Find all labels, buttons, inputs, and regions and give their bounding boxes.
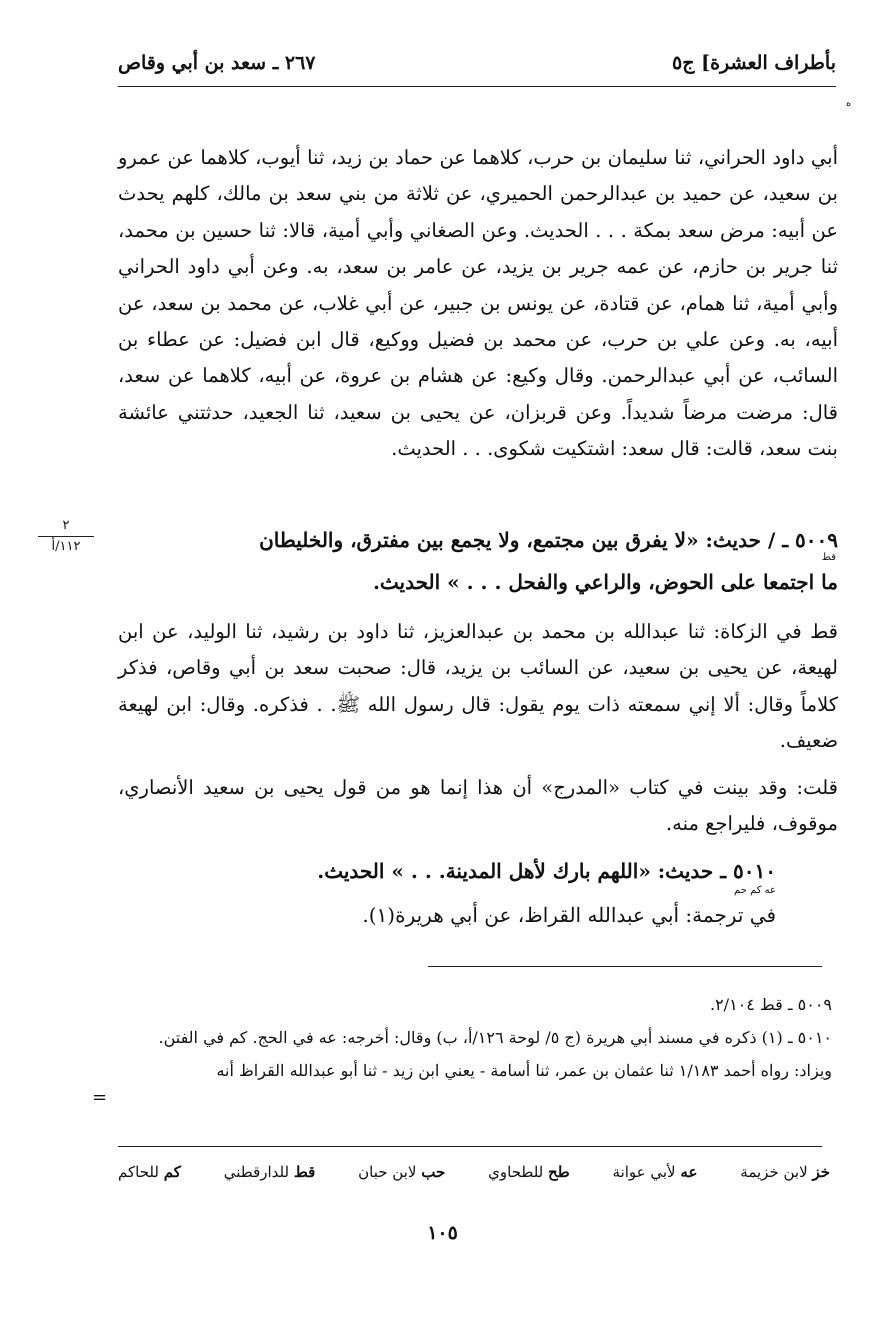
legend-item: كم للحاكم (118, 1163, 181, 1181)
footnote-5010: ٥٠١٠ ـ (١) ذكره في مسند أبي هريرة (ج ٥/ لوحة ١٢٦/أ، ب) وقال: أخرجه: عه في الحج. كم في الفتن. (158, 1028, 832, 1047)
margin-note-divider (38, 536, 94, 537)
legend-item: عه لأبي عوانة (612, 1163, 698, 1181)
corner-mark: ه (846, 98, 852, 109)
hadith-5009-title: ٥٠٠٩ ـ / حديث: «لا يفرق بين مجتمع، ولا يجمع بين مفترق، والخليطان (259, 528, 838, 552)
running-header (118, 52, 836, 87)
legend-item: حب لابن حبان (358, 1163, 446, 1181)
paragraph-text: أبي داود الحراني، ثنا سليمان بن حرب، كلاهما عن حماد بن زيد، ثنا أيوب، كلاهما عن عمرو بن سعيد، عن حميد بن عبدالرحمن الحميري، عن ثلاثة من بني سعد بن مالك، كلهم يحدث عن أبيه: مرض سعد بمكة . . . الحديث. وعن الصغاني وأبي أمية، قالا: ثنا حسين بن محمد، ثنا جرير بن حازم، عن عمه جرير بن يزيد، عن عامر بن سعد، به. وعن أبي داود الحراني وأبي أمية، ثنا همام، عن قتادة، عن يونس بن جبير، عن أبي غلاب، عن محمد بن سعد، عن أبيه، به. وعن علي بن حرب، عن محمد بن فضيل ووكيع، قال ابن فضيل: عن عطاء بن السائب، عن أبي عبدالرحمن. وقال وكيع: عن هشام بن عروة، عن أبيه، كلاهما عن سعد، قال: مرضت مرضاً شديداً. وعن قربزان، عن يحيى بن سعيد، ثنا الجعيد، حدثتني عائشة بنت سعد، قالت: قال سعد: اشتكيت شكوى. . . الحديث. (118, 146, 838, 461)
margin-note-bottom: ١١٢/أ (51, 539, 81, 554)
legend-item: طح للطحاوي (488, 1163, 570, 1181)
paragraph-text: قلت: وقد بينت في كتاب «المدرج» أن هذا إنما هو من قول يحيى بن سعيد الأنصاري، موقوف، فليراجع منه. (118, 776, 838, 836)
paragraph-isnad-continuation (118, 140, 838, 468)
abbreviation-legend (118, 1163, 830, 1181)
hadith-5009-title-cont: ما اجتمعا على الحوض، والراعي والفحل . . . » الحديث. (372, 570, 838, 594)
footnote-separator (428, 966, 822, 967)
continuation-mark: = (92, 1087, 108, 1108)
footnote-5009: ٥٠٠٩ ـ قط ٢/١٠٤. (709, 995, 832, 1014)
legend-separator (118, 1146, 822, 1147)
hadith-5009 (118, 521, 838, 601)
paragraph-daraqutni (118, 614, 838, 760)
legend-item: خز لابن خزيمة (740, 1163, 830, 1181)
margin-folio-note (38, 518, 94, 555)
header-chapter-title: ٢٦٧ ـ سعد بن أبي وقاص (118, 52, 316, 74)
hadith-5010-title: ٥٠١٠ ـ حديث: «اللهم بارك لأهل المدينة. . . » الحديث. (317, 859, 776, 883)
hadith-5009-source-code: قط (821, 552, 836, 563)
page-number: ١٠٥ (427, 1222, 458, 1244)
hadith-5010-note: في ترجمة: أبي عبدالله القراظ، عن أبي هريرة(١). (362, 903, 776, 927)
footnotes (92, 988, 832, 1087)
header-book-title: بأطراف العشرة] ج٥ (672, 52, 836, 74)
paragraph-qultu (118, 770, 838, 843)
footnote-addition: ويزاد: رواه أحمد ١/١٨٣ ثنا عثمان بن عمر، ثنا أسامة - يعني ابن زيد - ثنا أبو عبدالله القراظ أنه (216, 1061, 832, 1080)
legend-item: قط للدارقطني (223, 1163, 316, 1181)
hadith-5010 (118, 852, 838, 934)
hadith-5010-source-codes: عه كم حم (734, 885, 776, 896)
margin-note-top: ٢ (62, 518, 70, 533)
paragraph-text: قط في الزكاة: ثنا عبدالله بن محمد بن عبدالعزيز، ثنا داود بن رشيد، ثنا الوليد، عن ابن لهيعة، عن يحيى بن سعيد، عن السائب بن يزيد، قال: صحبت سعد بن أبي وقاص، فذكر كلاماً وقال: ألا إني سمعته ذات يوم يقول: قال رسول الله ﷺ. . فذكره. وقال: ابن لهيعة ضعيف. (118, 620, 838, 753)
